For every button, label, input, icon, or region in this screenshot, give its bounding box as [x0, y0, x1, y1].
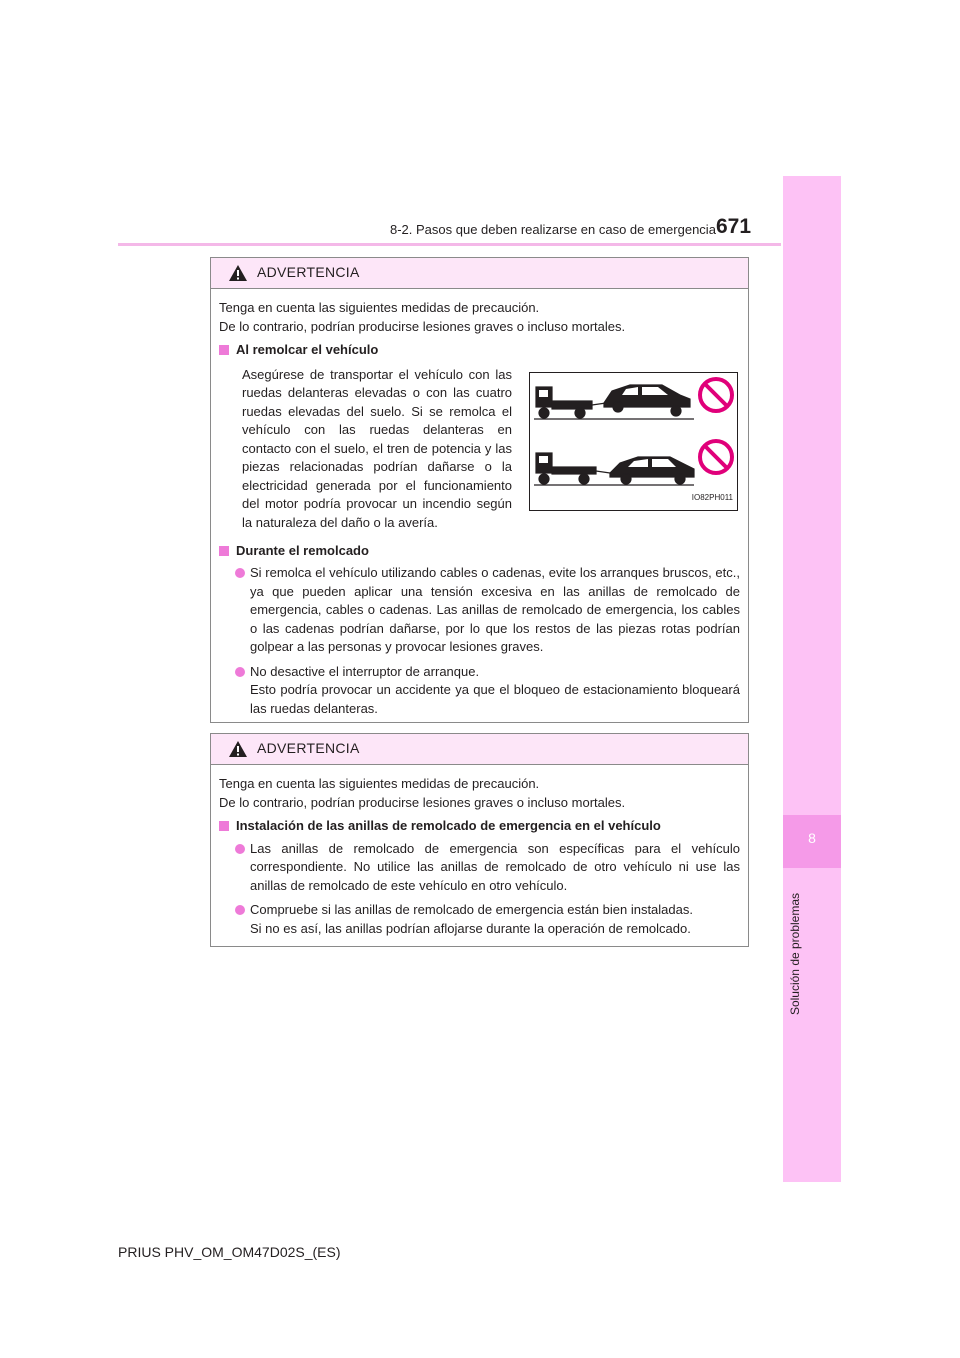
towing-figure-row	[219, 366, 740, 536]
bullet-text: Si remolca el vehículo utilizando cables o cadenas, evite los arranques bruscos, etc., ya que pueden aplicar una tensión excesiva en las anillas de remolcado de emergencia, cables o cadenas. Las anillas de remolcado de emergencia, los cables o las cadenas podrían dañarse, por lo que los restos de las piezas rotas podrían golpear a las personas y provocar lesiones graves.	[250, 565, 740, 654]
header-rule	[118, 243, 781, 246]
warning-intro-line: De lo contrario, podrían producirse lesiones graves o incluso mortales.	[219, 318, 626, 334]
bullet-item	[219, 840, 740, 896]
towing-illustration	[529, 372, 738, 511]
tow-truck-top	[534, 385, 694, 419]
document-code: PRIUS PHV_OM_OM47D02S_(ES)	[118, 1244, 341, 1260]
subheading-text: Al remolcar el vehículo	[236, 342, 379, 357]
subheading-text: Instalación de las anillas de remolcado de emergencia en el vehículo	[236, 818, 661, 833]
warning-header	[211, 258, 748, 289]
warning-header	[211, 734, 748, 765]
subheading-text: Durante el remolcado	[236, 542, 369, 558]
subheading-during-towing	[219, 542, 740, 561]
warning-triangle-icon	[228, 264, 248, 282]
warning-intro-line: Tenga en cuenta las siguientes medidas de precaución.	[219, 776, 540, 791]
bullet-item	[219, 663, 740, 682]
warning-intro-line: De lo contrario, podrían producirse lesiones graves o incluso mortales.	[219, 794, 626, 810]
bullet-continuation	[219, 920, 740, 939]
subheading-towing	[219, 341, 740, 360]
chapter-side-tab	[783, 176, 841, 1182]
figure-code: IO82PH011	[691, 493, 733, 502]
towing-paragraph: Asegúrese de transportar el vehículo con las ruedas delanteras elevadas o con las cuatro ruedas elevadas del suelo. Si se remolca el vehículo con las ruedas delanteras en contacto con el suelo, el tren de potencia y las piezas relacionadas podrían dañarse o la electricidad generada por el funcionamiento del motor podría provocar un incendio según la naturaleza del daño o la avería.	[242, 366, 512, 530]
warning-title: ADVERTENCIA	[257, 740, 360, 756]
square-bullet-icon	[219, 821, 229, 831]
circle-bullet-icon	[235, 568, 245, 578]
bullet-item	[219, 564, 740, 657]
bullet-continuation	[219, 681, 740, 718]
warning-triangle-icon	[228, 740, 248, 758]
prohibited-icon	[700, 441, 732, 473]
warning-title: ADVERTENCIA	[257, 264, 360, 280]
subheading-eyelet-installation	[219, 817, 740, 836]
bullet-text: Las anillas de remolcado de emergencia son específicas para el vehículo correspondiente. No utilice las anillas de remolcado de otro vehículo ni use las anillas de remolcado de este vehículo en otro vehículo.	[250, 840, 740, 893]
circle-bullet-icon	[235, 667, 245, 677]
circle-bullet-icon	[235, 905, 245, 915]
circle-bullet-icon	[235, 844, 245, 854]
section-title: 8-2. Pasos que deben realizarse en caso de emergencia	[390, 222, 716, 237]
chapter-title: Solución de problemas	[788, 892, 802, 1016]
warning-body	[211, 765, 748, 958]
chapter-title-vertical	[788, 884, 802, 1024]
bullet-text: Si no es así, las anillas podrían aflojarse durante la operación de remolcado.	[250, 920, 691, 936]
prohibited-icon	[700, 379, 732, 411]
warning-intro-line: Tenga en cuenta las siguientes medidas de precaución.	[219, 300, 540, 315]
square-bullet-icon	[219, 546, 229, 556]
warning-box-towing	[210, 257, 749, 723]
warning-body	[211, 289, 748, 738]
bullet-item	[219, 901, 740, 920]
page-number: 671	[716, 215, 752, 238]
bullet-text: No desactive el interruptor de arranque.	[250, 663, 480, 679]
bullet-text: Compruebe si las anillas de remolcado de emergencia están bien instaladas.	[250, 902, 693, 917]
square-bullet-icon	[219, 345, 229, 355]
warning-box-towing-eyelet	[210, 733, 749, 947]
tow-truck-bottom	[534, 453, 694, 485]
chapter-number: 8	[808, 830, 816, 846]
bullet-text: Esto podría provocar un accidente ya que el bloqueo de estacionamiento bloqueará las ruedas delanteras.	[250, 682, 740, 716]
